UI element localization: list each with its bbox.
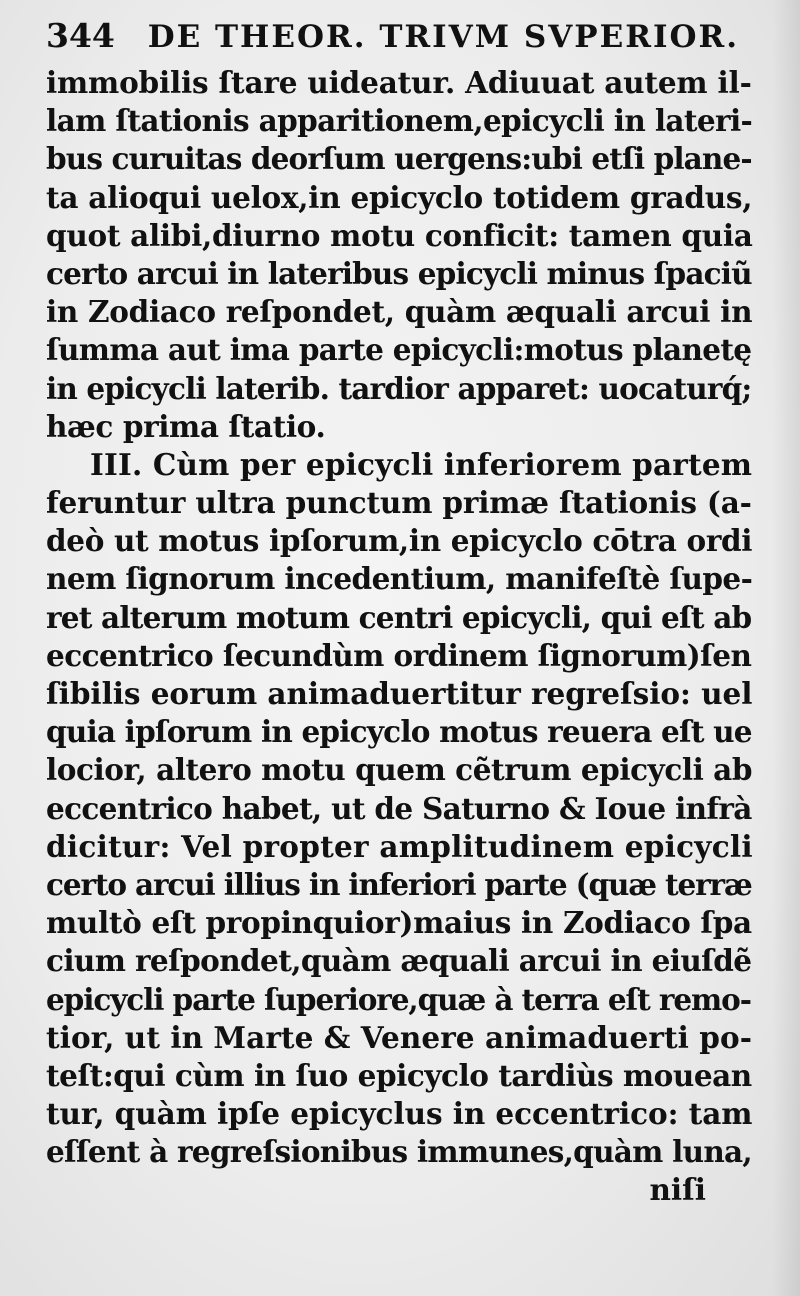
text-line: quot alibi,diurno motu conficit: tamen quia bbox=[46, 217, 753, 253]
text-line: bus curuitas deorſum uergens:ubi etſi plane- bbox=[46, 141, 752, 177]
text-line: dicitur: Vel propter amplitudinem epicycli bbox=[46, 828, 753, 864]
text-line: ſibilis eorum animaduertitur regreſsio: uel bbox=[46, 676, 753, 711]
text-line: lam ſtationis apparitionem,epicycli in lateri- bbox=[46, 103, 753, 139]
text-line: cium reſpondet,quàm æquali arcui in eiuſdẽ bbox=[46, 943, 752, 979]
text-line: tur, quàm ipſe epicyclus in eccentrico: tam bbox=[46, 1096, 753, 1132]
text-line: epicycli parte ſuperiore,quæ à terra eſt remo- bbox=[46, 981, 751, 1017]
text-line: ſumma aut ima parte epicycli:motus planetę bbox=[46, 332, 752, 368]
text-line: eſſent à regreſsionibus immunes,quàm luna, bbox=[46, 1134, 752, 1170]
running-title: DE THEOR. TRIVM SVPERIOR. bbox=[147, 19, 740, 55]
text-line: in Zodiaco reſpondet, quàm æquali arcui in bbox=[46, 294, 753, 330]
section-start-line: III. Cùm per epicycli inferiorem partem bbox=[90, 446, 753, 482]
text-line: locior, altero motu quem cẽtrum epicycli ab bbox=[46, 752, 753, 788]
text-line: hæc prima ſtatio. bbox=[46, 408, 326, 444]
text-line: deò ut motus ipſorum,in epicyclo cōtra ordi bbox=[46, 523, 753, 559]
text-line: eccentrico ſecundùm ordinem ſignorum)ſen bbox=[46, 637, 752, 673]
catchword: niſi bbox=[649, 1172, 706, 1208]
page-header bbox=[46, 14, 746, 58]
text-line: tior, ut in Marte & Venere animaduerti po- bbox=[46, 1019, 752, 1055]
text-line: certo arcui in lateribus epicycli minus ſpaciũ bbox=[46, 255, 752, 291]
text-line: certo arcui illius in inferiori parte (quæ terræ bbox=[46, 866, 752, 902]
page-edge-shadow bbox=[772, 0, 800, 1296]
text-line: feruntur ultra punctum primæ ſtationis (a- bbox=[46, 485, 752, 521]
text-line: nem ſignorum incedentium, manifeſtè ſupe- bbox=[46, 561, 753, 597]
text-line: quia ipſorum in epicyclo motus reuera eſt ue bbox=[46, 714, 752, 750]
text-line: immobilis ſtare uideatur. Adiuuat autem il- bbox=[46, 65, 752, 100]
text-line: ta alioqui uelox,in epicyclo totidem gradus, bbox=[46, 179, 753, 215]
main-text-block bbox=[46, 64, 752, 1210]
page-number: 344 bbox=[46, 16, 115, 55]
text-line: ret alterum motum centri epicycli, qui eſt ab bbox=[46, 599, 752, 635]
text-line: teſt:qui cùm in ſuo epicyclo tardiùs mouean bbox=[46, 1057, 752, 1093]
text-line: in epicycli laterib. tardior apparet: uocaturq́; bbox=[46, 370, 752, 406]
text-line: eccentrico habet, ut de Saturno & Ioue infrà bbox=[46, 790, 752, 826]
text-line: multò eſt propinquior)maius in Zodiaco ſpa bbox=[46, 905, 752, 941]
